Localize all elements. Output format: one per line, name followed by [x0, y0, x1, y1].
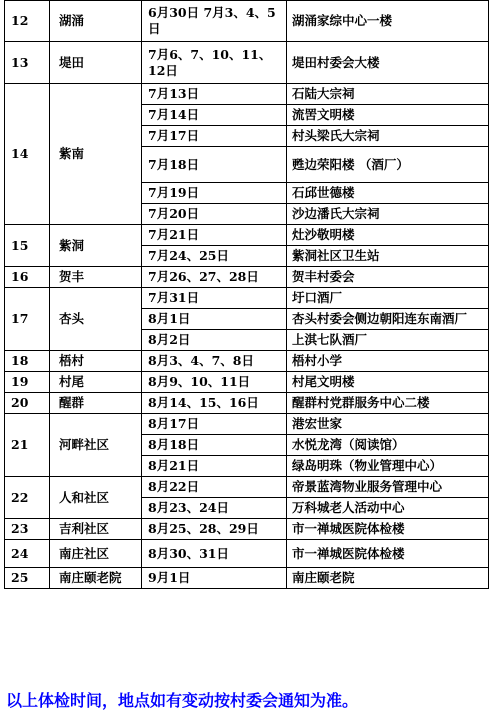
area-name: 南庄颐老院 — [50, 568, 142, 589]
visit-date: 8月18日 — [142, 435, 287, 456]
visit-location: 上淇七队酒厂 — [287, 330, 489, 351]
area-name: 梧村 — [50, 351, 142, 372]
footer-note: 以上体检时间，地点如有变动按村委会通知为准。 — [6, 691, 359, 710]
area-name: 醒群 — [50, 393, 142, 414]
row-number: 18 — [5, 351, 50, 372]
visit-date: 6月30日 7月3、4、5日 — [142, 1, 287, 42]
table-row — [5, 351, 489, 372]
table-row — [5, 414, 489, 435]
row-number: 15 — [5, 225, 50, 267]
table-row — [5, 1, 489, 42]
visit-location: 南庄颐老院 — [287, 568, 489, 589]
table-row — [5, 477, 489, 498]
visit-location: 甦边荣阳楼 （酒厂） — [287, 147, 489, 183]
area-name: 河畔社区 — [50, 414, 142, 477]
area-name: 紫洞 — [50, 225, 142, 267]
visit-date: 7月21日 — [142, 225, 287, 246]
visit-location: 紫洞社区卫生站 — [287, 246, 489, 267]
row-number: 20 — [5, 393, 50, 414]
visit-location: 杏头村委会侧边朝阳连东南酒厂 — [287, 309, 489, 330]
area-name: 贺丰 — [50, 267, 142, 288]
table-row — [5, 84, 489, 105]
visit-location: 灶沙敬明楼 — [287, 225, 489, 246]
visit-date: 8月23、24日 — [142, 498, 287, 519]
visit-location: 堤田村委会大楼 — [287, 42, 489, 84]
visit-date: 8月17日 — [142, 414, 287, 435]
visit-location: 石陆大宗祠 — [287, 84, 489, 105]
row-number: 19 — [5, 372, 50, 393]
visit-location: 贺丰村委会 — [287, 267, 489, 288]
row-number: 24 — [5, 540, 50, 568]
row-number: 23 — [5, 519, 50, 540]
table-row — [5, 568, 489, 589]
visit-location: 村头梁氏大宗祠 — [287, 126, 489, 147]
visit-date: 7月14日 — [142, 105, 287, 126]
visit-date: 7月17日 — [142, 126, 287, 147]
area-name: 南庄社区 — [50, 540, 142, 568]
visit-date: 7月19日 — [142, 183, 287, 204]
table-row — [5, 267, 489, 288]
row-number: 14 — [5, 84, 50, 225]
visit-location: 水悦龙湾（阅读馆） — [287, 435, 489, 456]
visit-date: 7月31日 — [142, 288, 287, 309]
visit-location: 市一禅城医院体检楼 — [287, 540, 489, 568]
visit-date: 8月9、10、11日 — [142, 372, 287, 393]
area-name: 堤田 — [50, 42, 142, 84]
visit-location: 村尾文明楼 — [287, 372, 489, 393]
visit-date: 8月21日 — [142, 456, 287, 477]
visit-date: 7月18日 — [142, 147, 287, 183]
row-number: 17 — [5, 288, 50, 351]
table-row — [5, 225, 489, 246]
area-name: 湖涌 — [50, 1, 142, 42]
visit-location: 港宏世家 — [287, 414, 489, 435]
visit-location: 梧村小学 — [287, 351, 489, 372]
visit-location: 沙边潘氏大宗祠 — [287, 204, 489, 225]
area-name: 村尾 — [50, 372, 142, 393]
table-row — [5, 393, 489, 414]
visit-date: 8月22日 — [142, 477, 287, 498]
visit-date: 9月1日 — [142, 568, 287, 589]
visit-date: 8月3、4、7、8日 — [142, 351, 287, 372]
row-number: 13 — [5, 42, 50, 84]
row-number: 21 — [5, 414, 50, 477]
visit-location: 石邱世德楼 — [287, 183, 489, 204]
visit-date: 7月13日 — [142, 84, 287, 105]
visit-date: 8月14、15、16日 — [142, 393, 287, 414]
visit-location: 帝景蓝湾物业服务管理中心 — [287, 477, 489, 498]
row-number: 12 — [5, 1, 50, 42]
visit-location: 圩口酒厂 — [287, 288, 489, 309]
area-name: 杏头 — [50, 288, 142, 351]
schedule-table — [4, 0, 489, 589]
visit-date: 7月20日 — [142, 204, 287, 225]
visit-date: 7月26、27、28日 — [142, 267, 287, 288]
row-number: 22 — [5, 477, 50, 519]
table-row — [5, 519, 489, 540]
visit-location: 醒群村党群服务中心二楼 — [287, 393, 489, 414]
row-number: 16 — [5, 267, 50, 288]
row-number: 25 — [5, 568, 50, 589]
visit-date: 8月25、28、29日 — [142, 519, 287, 540]
area-name: 吉利社区 — [50, 519, 142, 540]
visit-date: 7月24、25日 — [142, 246, 287, 267]
visit-date: 8月2日 — [142, 330, 287, 351]
visit-date: 7月6、7、10、11、12日 — [142, 42, 287, 84]
visit-location: 市一禅城医院体检楼 — [287, 519, 489, 540]
table-row — [5, 372, 489, 393]
visit-location: 绿岛明珠（物业管理中心） — [287, 456, 489, 477]
visit-date: 8月30、31日 — [142, 540, 287, 568]
table-row — [5, 288, 489, 309]
area-name: 紫南 — [50, 84, 142, 225]
visit-location: 流罟文明楼 — [287, 105, 489, 126]
table-row — [5, 540, 489, 568]
visit-location: 万科城老人活动中心 — [287, 498, 489, 519]
area-name: 人和社区 — [50, 477, 142, 519]
visit-date: 8月1日 — [142, 309, 287, 330]
visit-location: 湖涌家综中心一楼 — [287, 1, 489, 42]
table-row — [5, 42, 489, 84]
